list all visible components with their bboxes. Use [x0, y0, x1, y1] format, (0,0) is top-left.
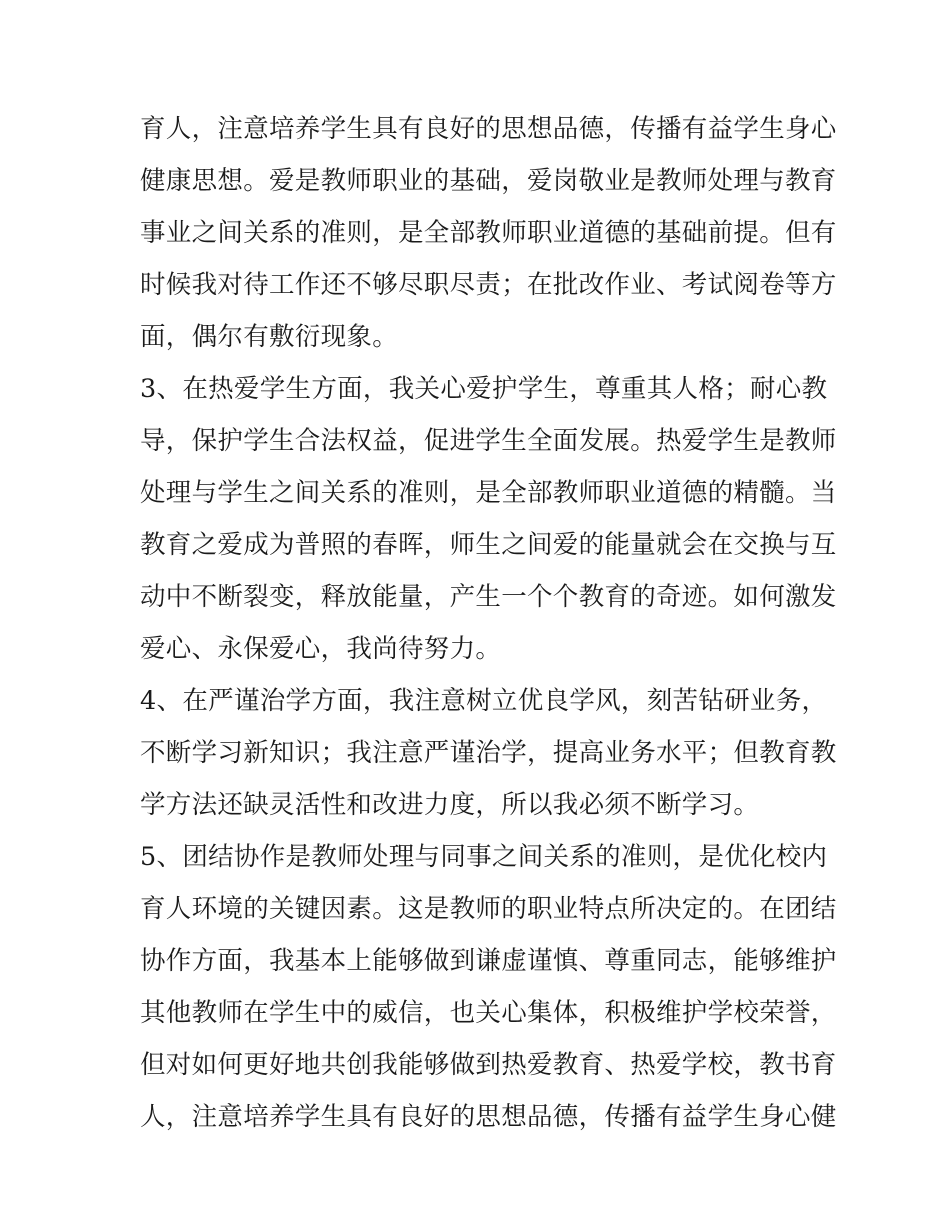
text-line: 学方法还缺灵活性和改进力度，所以我必须不断学习。	[140, 790, 760, 820]
text-line: 4、在严谨治学方面，我注意树立优良学风，刻苦钻研业务，	[140, 686, 828, 716]
text-line: 爱心、永保爱心，我尚待努力。	[140, 634, 502, 664]
text-line: 育人环境的关键因素。这是教师的职业特点所决定的。在团结	[140, 894, 837, 924]
text-line: 5、团结协作是教师处理与同事之间关系的准则，是优化校内	[140, 842, 828, 872]
text-line: 其他教师在学生中的威信，也关心集体，积极维护学校荣誉，	[140, 998, 837, 1028]
text-line: 动中不断裂变，释放能量，产生一个个教育的奇迹。如何激发	[140, 582, 837, 612]
text-line: 处理与学生之间关系的准则，是全部教师职业道德的精髓。当	[140, 478, 837, 508]
text-line: 导，保护学生合法权益，促进学生全面发展。热爱学生是教师	[140, 426, 837, 456]
text-line: 不断学习新知识；我注意严谨治学，提高业务水平；但教育教	[140, 738, 837, 768]
text-line: 3、在热爱学生方面，我关心爱护学生，尊重其人格；耐心教	[140, 374, 828, 404]
text-line: 育人，注意培养学生具有良好的思想品德，传播有益学生身心	[140, 114, 837, 144]
document-body	[140, 103, 837, 1143]
text-line: 但对如何更好地共创我能够做到热爱教育、热爱学校，教书育	[140, 1050, 837, 1080]
text-line: 协作方面，我基本上能够做到谦虚谨慎、尊重同志，能够维护	[140, 946, 837, 976]
text-line: 事业之间关系的准则，是全部教师职业道德的基础前提。但有	[140, 218, 837, 248]
text-line: 健康思想。爱是教师职业的基础，爱岗敬业是教师处理与教育	[140, 166, 837, 196]
text-line: 教育之爱成为普照的春晖，师生之间爱的能量就会在交换与互	[140, 530, 837, 560]
text-line: 人，注意培养学生具有良好的思想品德，传播有益学生身心健	[140, 1102, 837, 1132]
text-line: 时候我对待工作还不够尽职尽责；在批改作业、考试阅卷等方	[140, 270, 837, 300]
text-line: 面，偶尔有敷衍现象。	[140, 322, 399, 352]
